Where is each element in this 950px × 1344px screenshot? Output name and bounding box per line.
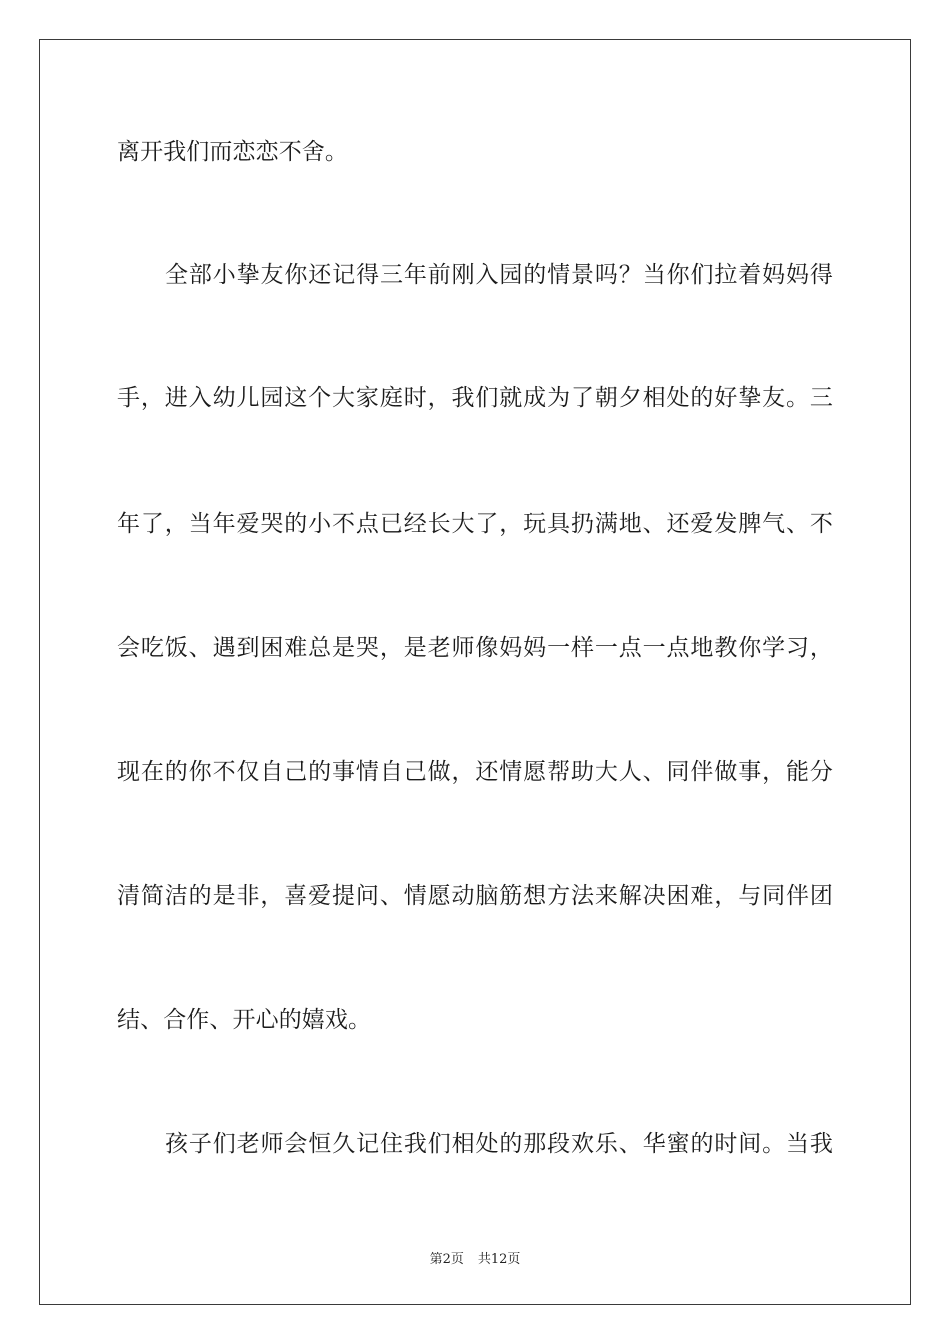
page-footer xyxy=(0,1248,950,1267)
page-number: 第2页 xyxy=(429,1252,464,1267)
total-pages: 共12页 xyxy=(477,1252,521,1267)
paragraph-line-1: 离开我们而恋恋不舍。 xyxy=(117,139,348,165)
paragraph-line-2: 全部小挚友你还记得三年前刚入园的情景吗？当你们拉着妈妈得 xyxy=(165,262,833,288)
paragraph-line-9: 孩子们老师会恒久记住我们相处的那段欢乐、华蜜的时间。当我 xyxy=(165,1131,833,1157)
paragraph-line-6: 现在的你不仅自己的事情自己做，还情愿帮助大人、同伴做事，能分 xyxy=(117,759,833,785)
paragraph-line-3: 手，进入幼儿园这个大家庭时，我们就成为了朝夕相处的好挚友。三 xyxy=(117,385,833,411)
paragraph-line-8: 结、合作、开心的嬉戏。 xyxy=(117,1007,372,1033)
paragraph-line-7: 清简洁的是非，喜爱提问、情愿动脑筋想方法来解决困难，与同伴团 xyxy=(117,883,833,909)
paragraph-line-4: 年了，当年爱哭的小不点已经长大了，玩具扔满地、还爱发脾气、不 xyxy=(117,511,833,537)
paragraph-line-5: 会吃饭、遇到困难总是哭，是老师像妈妈一样一点一点地教你学习， xyxy=(117,635,833,661)
page-border xyxy=(39,39,911,1305)
